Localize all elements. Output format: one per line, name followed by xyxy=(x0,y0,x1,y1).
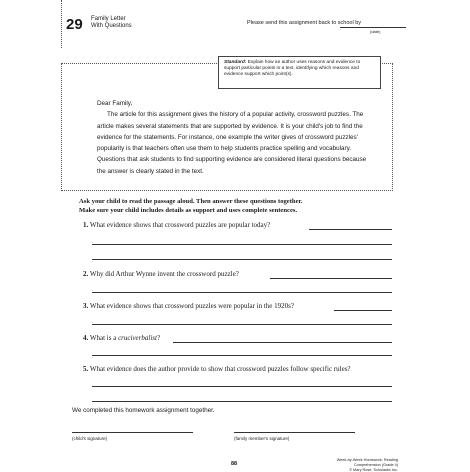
lesson-number: 29 xyxy=(66,16,83,33)
lesson-title xyxy=(91,16,151,30)
standard-text: Explain how an author uses reasons and evidence to support particular points in a text, identifying which reasons and evidence support which point(s). xyxy=(224,60,361,77)
answer-line[interactable] xyxy=(92,355,392,356)
answer-line[interactable] xyxy=(92,244,392,245)
answer-line[interactable] xyxy=(309,229,392,230)
question-number: 2. xyxy=(83,270,89,278)
answer-line[interactable] xyxy=(92,386,392,387)
question-text: What evidence shows that crossword puzzles were popular in the 1920s? xyxy=(89,302,294,310)
letter-body: The article for this assignment gives the history of a popular activity, crossword puzzles. The article makes several statements that are supported by evidence. It is your child's job to find the evidence for the statements. For instance, one example the writer gives of crossword puzzles' popularity is that teachers often use them to help students practice spelling and vocabulary. Questions that ask students to find supporting evidence are considered literal questions because the answer is clearly stated in the text. xyxy=(97,111,367,175)
question-italic-term: cruciverbalist xyxy=(118,334,157,342)
question-text: Why did Arthur Wynne invent the crossword puzzle? xyxy=(89,270,239,278)
instructions-line2: Make sure your child includes details as support and uses complete sentences. xyxy=(79,207,298,215)
credit-line1: Week-by-Week Homework: Reading Comprehension (Grade 4) xyxy=(336,458,398,467)
lesson-title-line1: Family Letter xyxy=(91,16,126,22)
question-number: 3. xyxy=(83,302,89,310)
question-text: What evidence shows that crossword puzzles are popular today? xyxy=(89,221,271,229)
send-back-text: Please send this assignment back to school by xyxy=(247,20,362,26)
question-text: What evidence does the author provide to show that crossword puzzles follow specific rules? xyxy=(89,365,351,373)
question-5 xyxy=(83,365,351,373)
family-letter xyxy=(97,98,374,177)
answer-line[interactable] xyxy=(92,401,392,402)
question-4 xyxy=(83,334,160,342)
question-3 xyxy=(83,302,294,310)
letter-greeting: Dear Family, xyxy=(97,100,133,107)
answer-line[interactable] xyxy=(92,324,392,325)
date-label: (date) xyxy=(370,29,381,34)
question-text-after: ? xyxy=(156,334,161,342)
date-line[interactable] xyxy=(340,27,406,28)
credit-line2: © Mary Rose, Scholastic Inc. xyxy=(349,467,398,472)
child-signature-line[interactable] xyxy=(72,432,193,433)
question-text-before: What is a xyxy=(89,334,119,342)
standard-label: Standard: xyxy=(224,60,247,65)
question-number: 4. xyxy=(83,334,89,342)
answer-line[interactable] xyxy=(334,310,392,311)
lesson-title-line2: With Questions xyxy=(91,23,132,29)
instructions-line1: Ask your child to read the passage aloud. Then answer these questions together. xyxy=(79,198,303,205)
answer-line[interactable] xyxy=(92,292,392,293)
question-1 xyxy=(83,221,270,229)
standard-box xyxy=(218,56,381,89)
family-signature-label: (family member's signature) xyxy=(234,436,290,441)
answer-line[interactable] xyxy=(173,342,392,343)
header-dotted-rule xyxy=(61,0,62,48)
family-signature-line[interactable] xyxy=(234,432,355,433)
question-number: 5. xyxy=(83,365,89,373)
question-2 xyxy=(83,270,239,278)
instructions xyxy=(79,197,399,216)
answer-line[interactable] xyxy=(270,278,392,279)
child-signature-label: (child's signature) xyxy=(72,436,108,441)
page-number: 88 xyxy=(231,461,238,467)
question-number: 1. xyxy=(83,221,89,229)
answer-line[interactable] xyxy=(92,259,392,260)
completed-statement: We completed this homework assignment together. xyxy=(72,407,215,414)
